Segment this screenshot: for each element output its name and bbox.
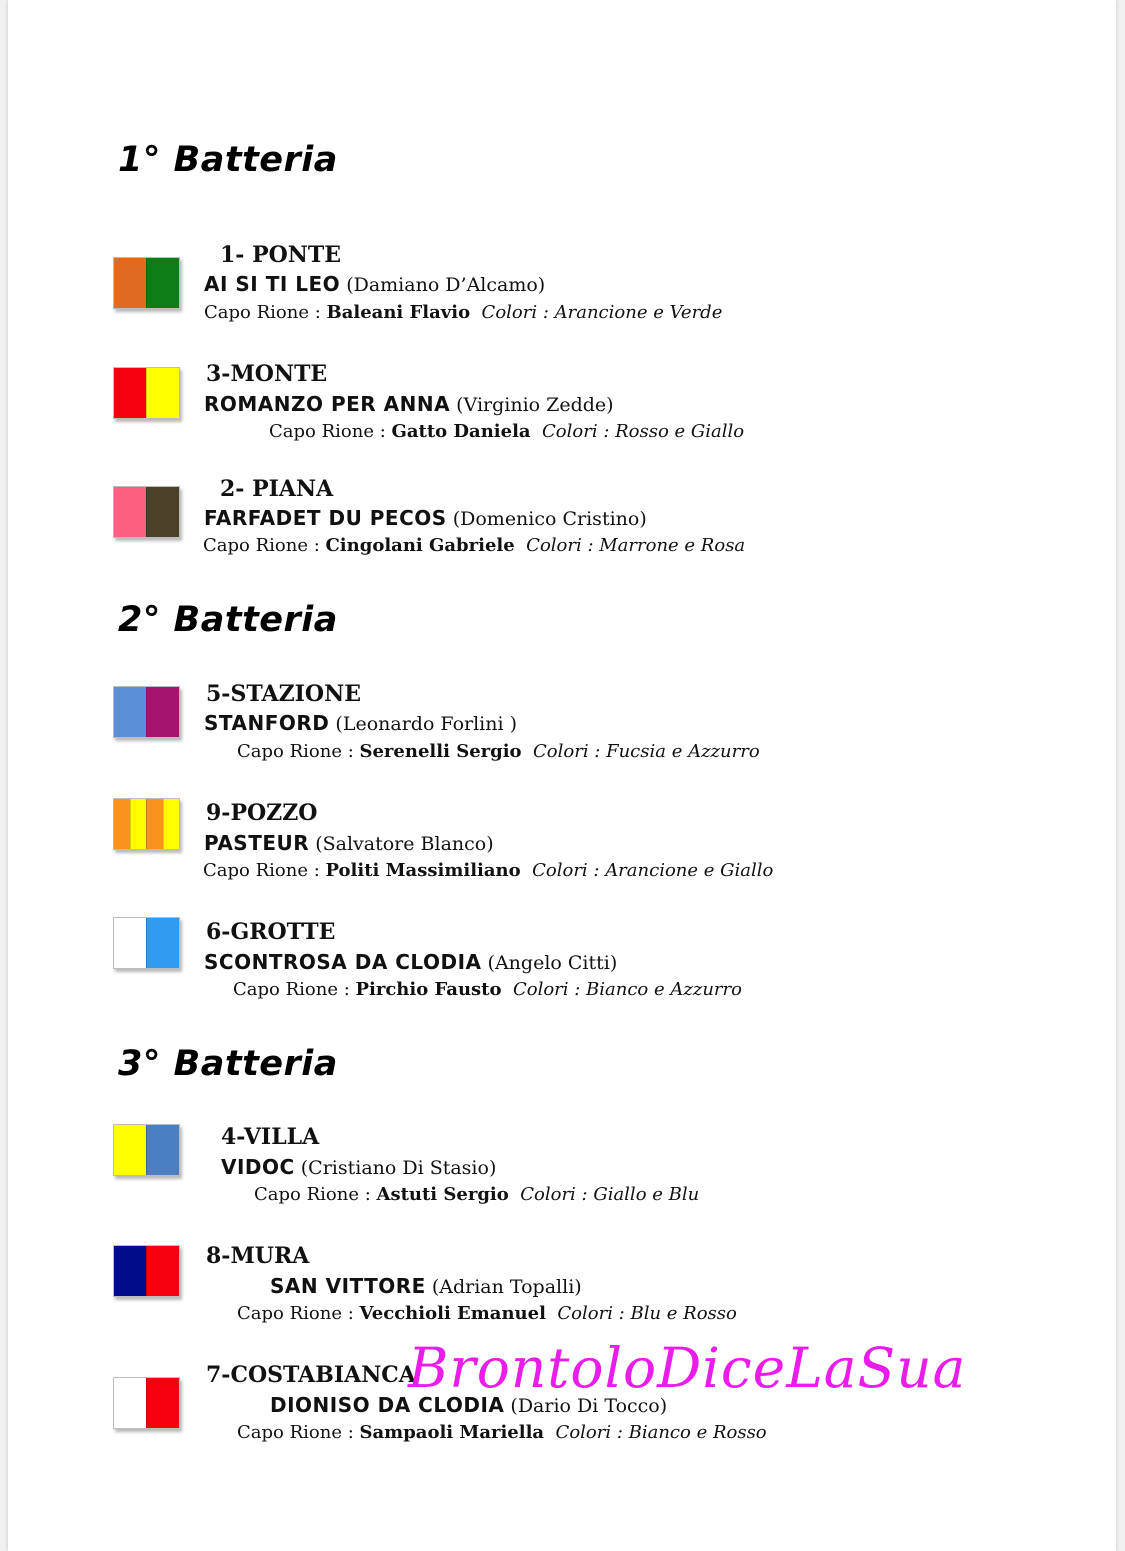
- horse-name: SAN VITTORE: [270, 1274, 426, 1298]
- flag-stripe: [146, 258, 179, 308]
- horse-name: VIDOC: [221, 1155, 295, 1179]
- rione-name: 4-VILLA: [221, 1124, 320, 1150]
- capo-label: Capo Rione :: [203, 535, 326, 556]
- rione-flag: [113, 917, 180, 969]
- rione-name: 3-MONTE: [206, 361, 328, 387]
- capo-label: Capo Rione :: [233, 979, 356, 1000]
- rione-flag: [113, 367, 180, 419]
- heat-heading: 3° Batteria: [118, 1044, 338, 1084]
- jockey-name: (Virginio Zedde): [450, 394, 614, 416]
- colori-value: Bianco e Rosso: [628, 1422, 767, 1443]
- capo-name: Gatto Daniela: [391, 421, 531, 442]
- horse-name: STANFORD: [204, 711, 330, 735]
- horse-name: SCONTROSA DA CLODIA: [204, 950, 482, 974]
- horse-line: [204, 831, 494, 855]
- capo-rione-line: [237, 741, 760, 762]
- horse-name: PASTEUR: [204, 831, 310, 855]
- flag-stripe: [114, 1246, 146, 1296]
- flag-stripe: [146, 687, 179, 737]
- colori-value: Fucsia e Azzurro: [606, 741, 760, 762]
- horse-name: ROMANZO PER ANNA: [204, 392, 451, 416]
- rione-name: 5-STAZIONE: [206, 681, 361, 707]
- colori-label: Colori :: [533, 741, 607, 762]
- capo-label: Capo Rione :: [269, 421, 392, 442]
- capo-rione-line: [254, 1184, 699, 1205]
- capo-label: Capo Rione :: [203, 860, 326, 881]
- capo-rione-line: [203, 860, 773, 881]
- colori-label: Colori :: [512, 979, 587, 1000]
- flag-stripe: [146, 1246, 179, 1296]
- capo-name: Cingolani Gabriele: [325, 535, 515, 556]
- jockey-name: (Salvatore Blanco): [309, 833, 494, 855]
- flag-stripe: [146, 368, 179, 418]
- rione-flag: [113, 257, 180, 309]
- capo-name: Sampaoli Mariella: [359, 1422, 545, 1443]
- colori-label: Colori :: [532, 860, 606, 881]
- horse-line: [270, 1274, 582, 1298]
- capo-name: Pirchio Fausto: [355, 979, 502, 1000]
- horse-line: [204, 392, 614, 416]
- flag-stripe: [114, 1125, 146, 1175]
- flag-stripe: [114, 687, 146, 737]
- capo-name: Astuti Sergio: [376, 1184, 509, 1205]
- capo-rione-line: [237, 1303, 737, 1324]
- capo-rione-line: [269, 421, 744, 442]
- capo-rione-line: [203, 535, 745, 556]
- horse-line: [221, 1155, 496, 1179]
- horse-name: DIONISO DA CLODIA: [270, 1393, 505, 1417]
- jockey-name: (Domenico Cristino): [446, 508, 647, 530]
- colori-value: Arancione e Verde: [554, 302, 723, 323]
- flag-stripe: [114, 799, 130, 849]
- colori-label: Colori :: [520, 1184, 594, 1205]
- jockey-name: (Damiano D’Alcamo): [340, 274, 546, 296]
- colori-value: Rosso e Giallo: [615, 421, 745, 442]
- jockey-name: (Angelo Citti): [481, 952, 618, 974]
- horse-name: FARFADET DU PECOS: [204, 506, 447, 530]
- heat-heading: 1° Batteria: [118, 140, 338, 180]
- capo-name: Vecchioli Emanuel: [359, 1303, 546, 1324]
- jockey-name: (Leonardo Forlini ): [329, 713, 518, 735]
- rione-flag: [113, 1377, 180, 1429]
- capo-label: Capo Rione :: [237, 741, 360, 762]
- capo-rione-line: [233, 979, 742, 1000]
- colori-label: Colori :: [481, 302, 555, 323]
- rione-name: 8-MURA: [206, 1243, 310, 1269]
- rione-flag: [113, 1245, 180, 1297]
- colori-value: Blu e Rosso: [630, 1303, 737, 1324]
- capo-name: Politi Massimiliano: [325, 860, 521, 881]
- rione-name: 2- PIANA: [220, 476, 334, 502]
- colori-label: Colori :: [557, 1303, 631, 1324]
- rione-flag: [113, 1124, 180, 1176]
- colori-value: Giallo e Blu: [593, 1184, 700, 1205]
- flag-stripe: [114, 1378, 146, 1428]
- heat-heading: 2° Batteria: [118, 600, 338, 640]
- jockey-name: (Dario Di Tocco): [504, 1395, 668, 1417]
- jockey-name: (Cristiano Di Stasio): [294, 1157, 497, 1179]
- capo-rione-line: [204, 302, 722, 323]
- flag-stripe: [146, 918, 179, 968]
- rione-flag: [113, 686, 180, 738]
- colori-label: Colori :: [526, 535, 600, 556]
- horse-line: [204, 506, 647, 530]
- rione-flag: [113, 486, 180, 538]
- flag-stripe: [114, 918, 146, 968]
- flag-stripe: [146, 799, 163, 849]
- capo-label: Capo Rione :: [204, 302, 327, 323]
- flag-stripe: [130, 799, 147, 849]
- flag-stripe: [114, 368, 146, 418]
- capo-label: Capo Rione :: [237, 1422, 360, 1443]
- colori-label: Colori :: [555, 1422, 629, 1443]
- watermark: BrontoloDiceLaSua: [408, 1336, 967, 1400]
- flag-stripe: [114, 258, 146, 308]
- horse-line: [204, 272, 545, 296]
- flag-stripe: [163, 799, 180, 849]
- colori-value: Marrone e Rosa: [599, 535, 746, 556]
- capo-label: Capo Rione :: [254, 1184, 377, 1205]
- flag-stripe: [146, 1378, 179, 1428]
- horse-name: AI SI TI LEO: [204, 272, 341, 296]
- horse-line: [204, 711, 517, 735]
- colori-label: Colori :: [542, 421, 616, 442]
- rione-flag: [113, 798, 180, 850]
- jockey-name: (Adrian Topalli): [425, 1276, 582, 1298]
- capo-name: Baleani Flavio: [326, 302, 471, 323]
- flag-stripe: [146, 487, 179, 537]
- capo-name: Serenelli Sergio: [359, 741, 522, 762]
- flag-stripe: [146, 1125, 179, 1175]
- colori-value: Bianco e Azzurro: [586, 979, 742, 1000]
- horse-line: [204, 950, 617, 974]
- capo-rione-line: [237, 1422, 767, 1443]
- rione-name: 6-GROTTE: [206, 919, 336, 945]
- capo-label: Capo Rione :: [237, 1303, 360, 1324]
- rione-name: 1- PONTE: [220, 242, 342, 268]
- flag-stripe: [114, 487, 146, 537]
- colori-value: Arancione e Giallo: [605, 860, 774, 881]
- rione-name: 9-POZZO: [206, 800, 318, 826]
- rione-name: 7-COSTABIANCA: [206, 1362, 416, 1388]
